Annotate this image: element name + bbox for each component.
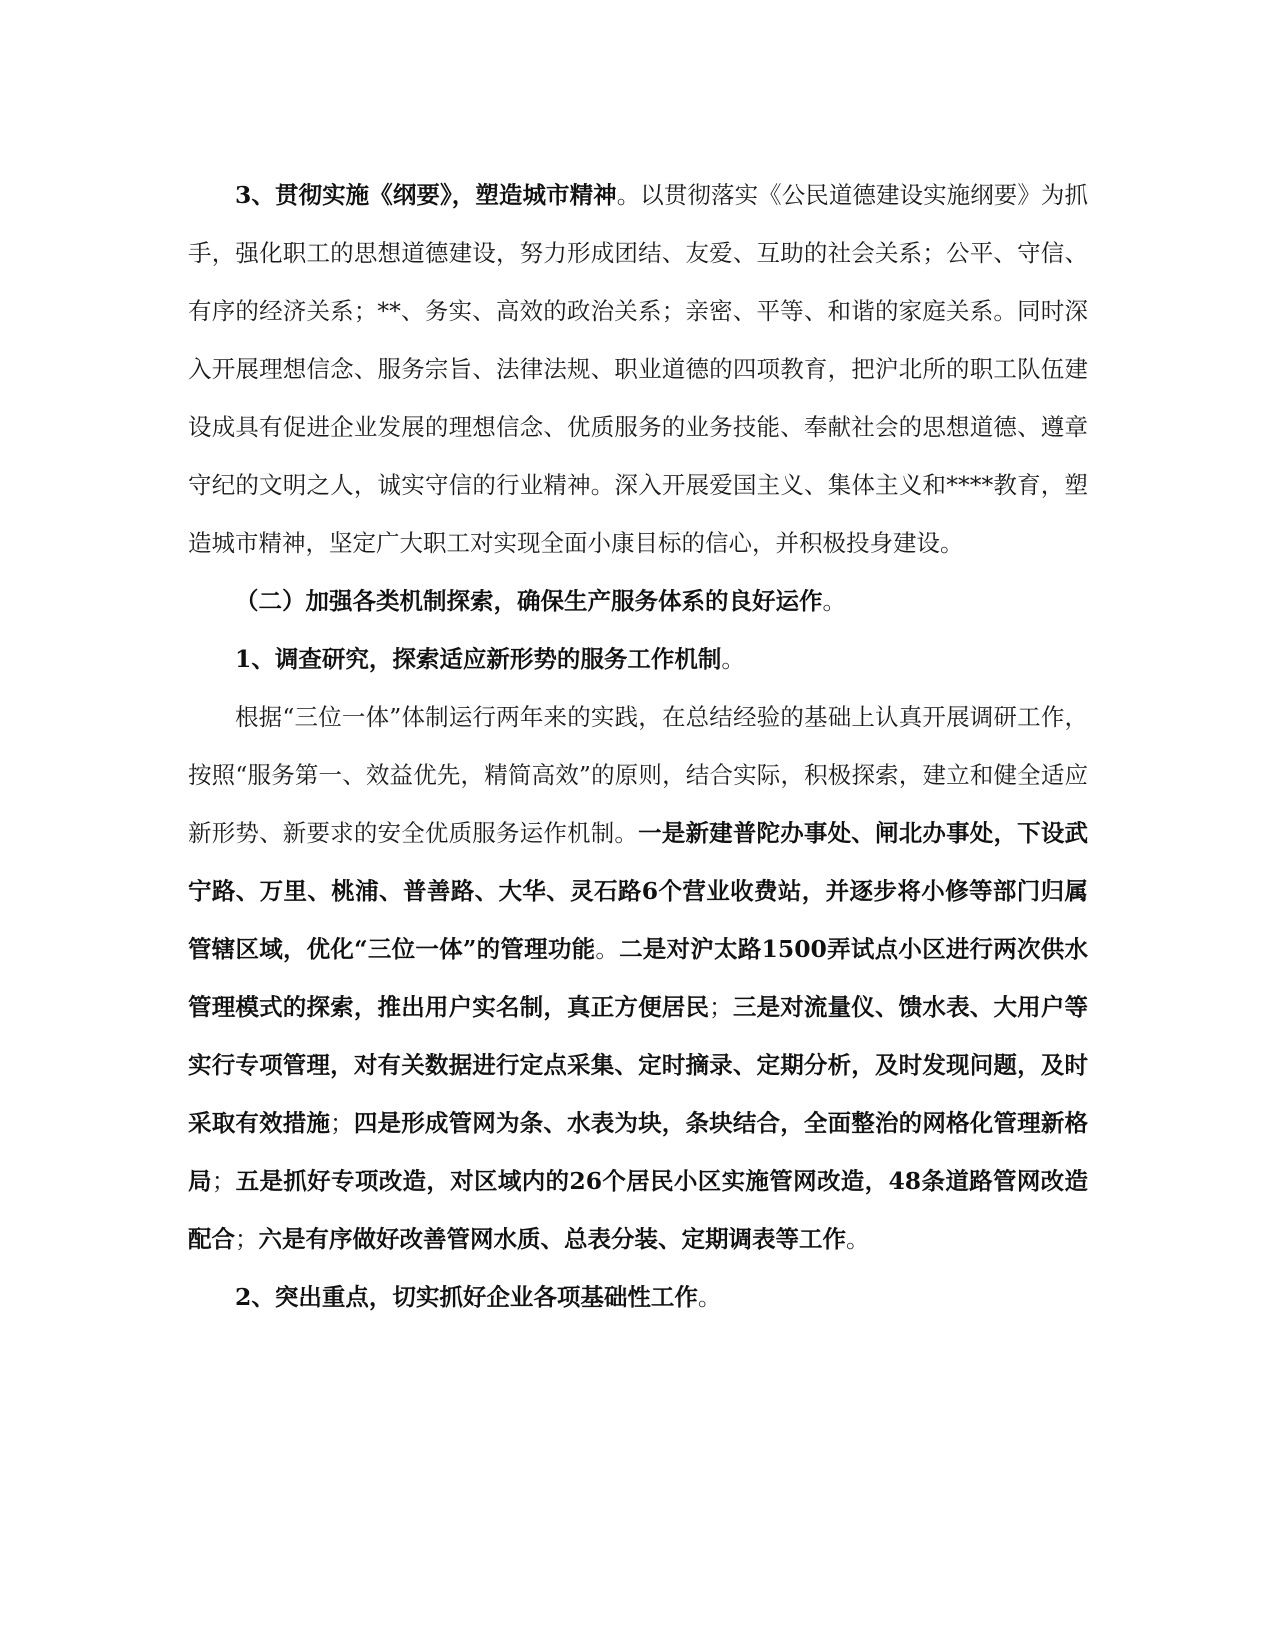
paragraph-service-mechanism (188, 688, 1088, 1268)
item-six: 六是有序做好改善管网水质、总表分装、定期调表等工作 (258, 1225, 846, 1253)
item-four: 四是形成管网为条、水表为块，条块结合，全面整治的网格化管理新格局 (188, 1109, 1089, 1195)
punctuation: ； (330, 1109, 354, 1137)
subheading-focus: 2、突出重点，切实抓好企业各项基础性工作 (235, 1283, 698, 1311)
paragraph-subheading-research (188, 630, 1088, 688)
punctuation: 。 (697, 1283, 722, 1311)
heading-implement-outline: 3、贯彻实施《纲要》，塑造城市精神 (235, 181, 617, 209)
item-one: 一是新建普陀办事处、闸北办事处，下设武宁路、万里、桃浦、普善路、大华、灵石路6个营业收费站，并逐步将小修等部门归属管辖区域，优化“三位一体”的管理功能 (188, 819, 1089, 963)
item-three: 三是对流量仪、馈水表、大用户等实行专项管理，对有关数据进行定点采集、定时摘录、定期分析，及时发现问题，及时采取有效措施 (188, 993, 1089, 1137)
punctuation: ； (709, 993, 733, 1021)
section-heading: （二）加强各类机制探索，确保生产服务体系的良好运作 (235, 587, 823, 615)
body-text: 根据“三位一体”体制运行两年来的实践，在总结经验的基础上认真开展调研工作，按照“服务第一、效益优先，精简高效”的原则，结合实际，积极探索，建立和健全适应新形势、新要求的安全优质服务运作机制。 (188, 703, 1088, 847)
item-five: 五是抓好专项改造，对区域内的26个居民小区实施管网改造，48条道路管网改造配合 (188, 1167, 1089, 1253)
punctuation: 。 (822, 587, 846, 615)
punctuation: ； (235, 1225, 259, 1253)
punctuation: 。 (595, 935, 620, 963)
item-two: 二是对沪太路1500弄试点小区进行两次供水管理模式的探索，推出用户实名制，真正方便居民 (188, 935, 1089, 1021)
punctuation: 。 (721, 645, 745, 673)
punctuation: ； (211, 1167, 236, 1195)
paragraph-subheading-focus (188, 1268, 1088, 1326)
paragraph-implement-outline (188, 166, 1088, 572)
body-text: 。以贯彻落实《公民道德建设实施纲要》为抓手，强化职工的思想道德建设，努力形成团结、友爱、互助的社会关系；公平、守信、有序的经济关系；**、务实、高效的政治关系；亲密、平等、和谐的家庭关系。同时深入开展理想信念、服务宗旨、法律法规、职业道德的四项教育，把沪北所的职工队伍建设成具有促进企业发展的理想信念、优质服务的业务技能、奉献社会的思想道德、遵章守纪的文明之人，诚实守信的行业精神。深入开展爱国主义、集体主义和****教育，塑造城市精神，坚定广大职工对实现全面小康目标的信心，并积极投身建设。 (188, 181, 1088, 557)
punctuation: 。 (846, 1225, 870, 1253)
paragraph-section-two-heading (188, 572, 1088, 630)
document-body (188, 166, 1088, 1326)
subheading-research: 1、调查研究，探索适应新形势的服务工作机制 (235, 645, 722, 673)
